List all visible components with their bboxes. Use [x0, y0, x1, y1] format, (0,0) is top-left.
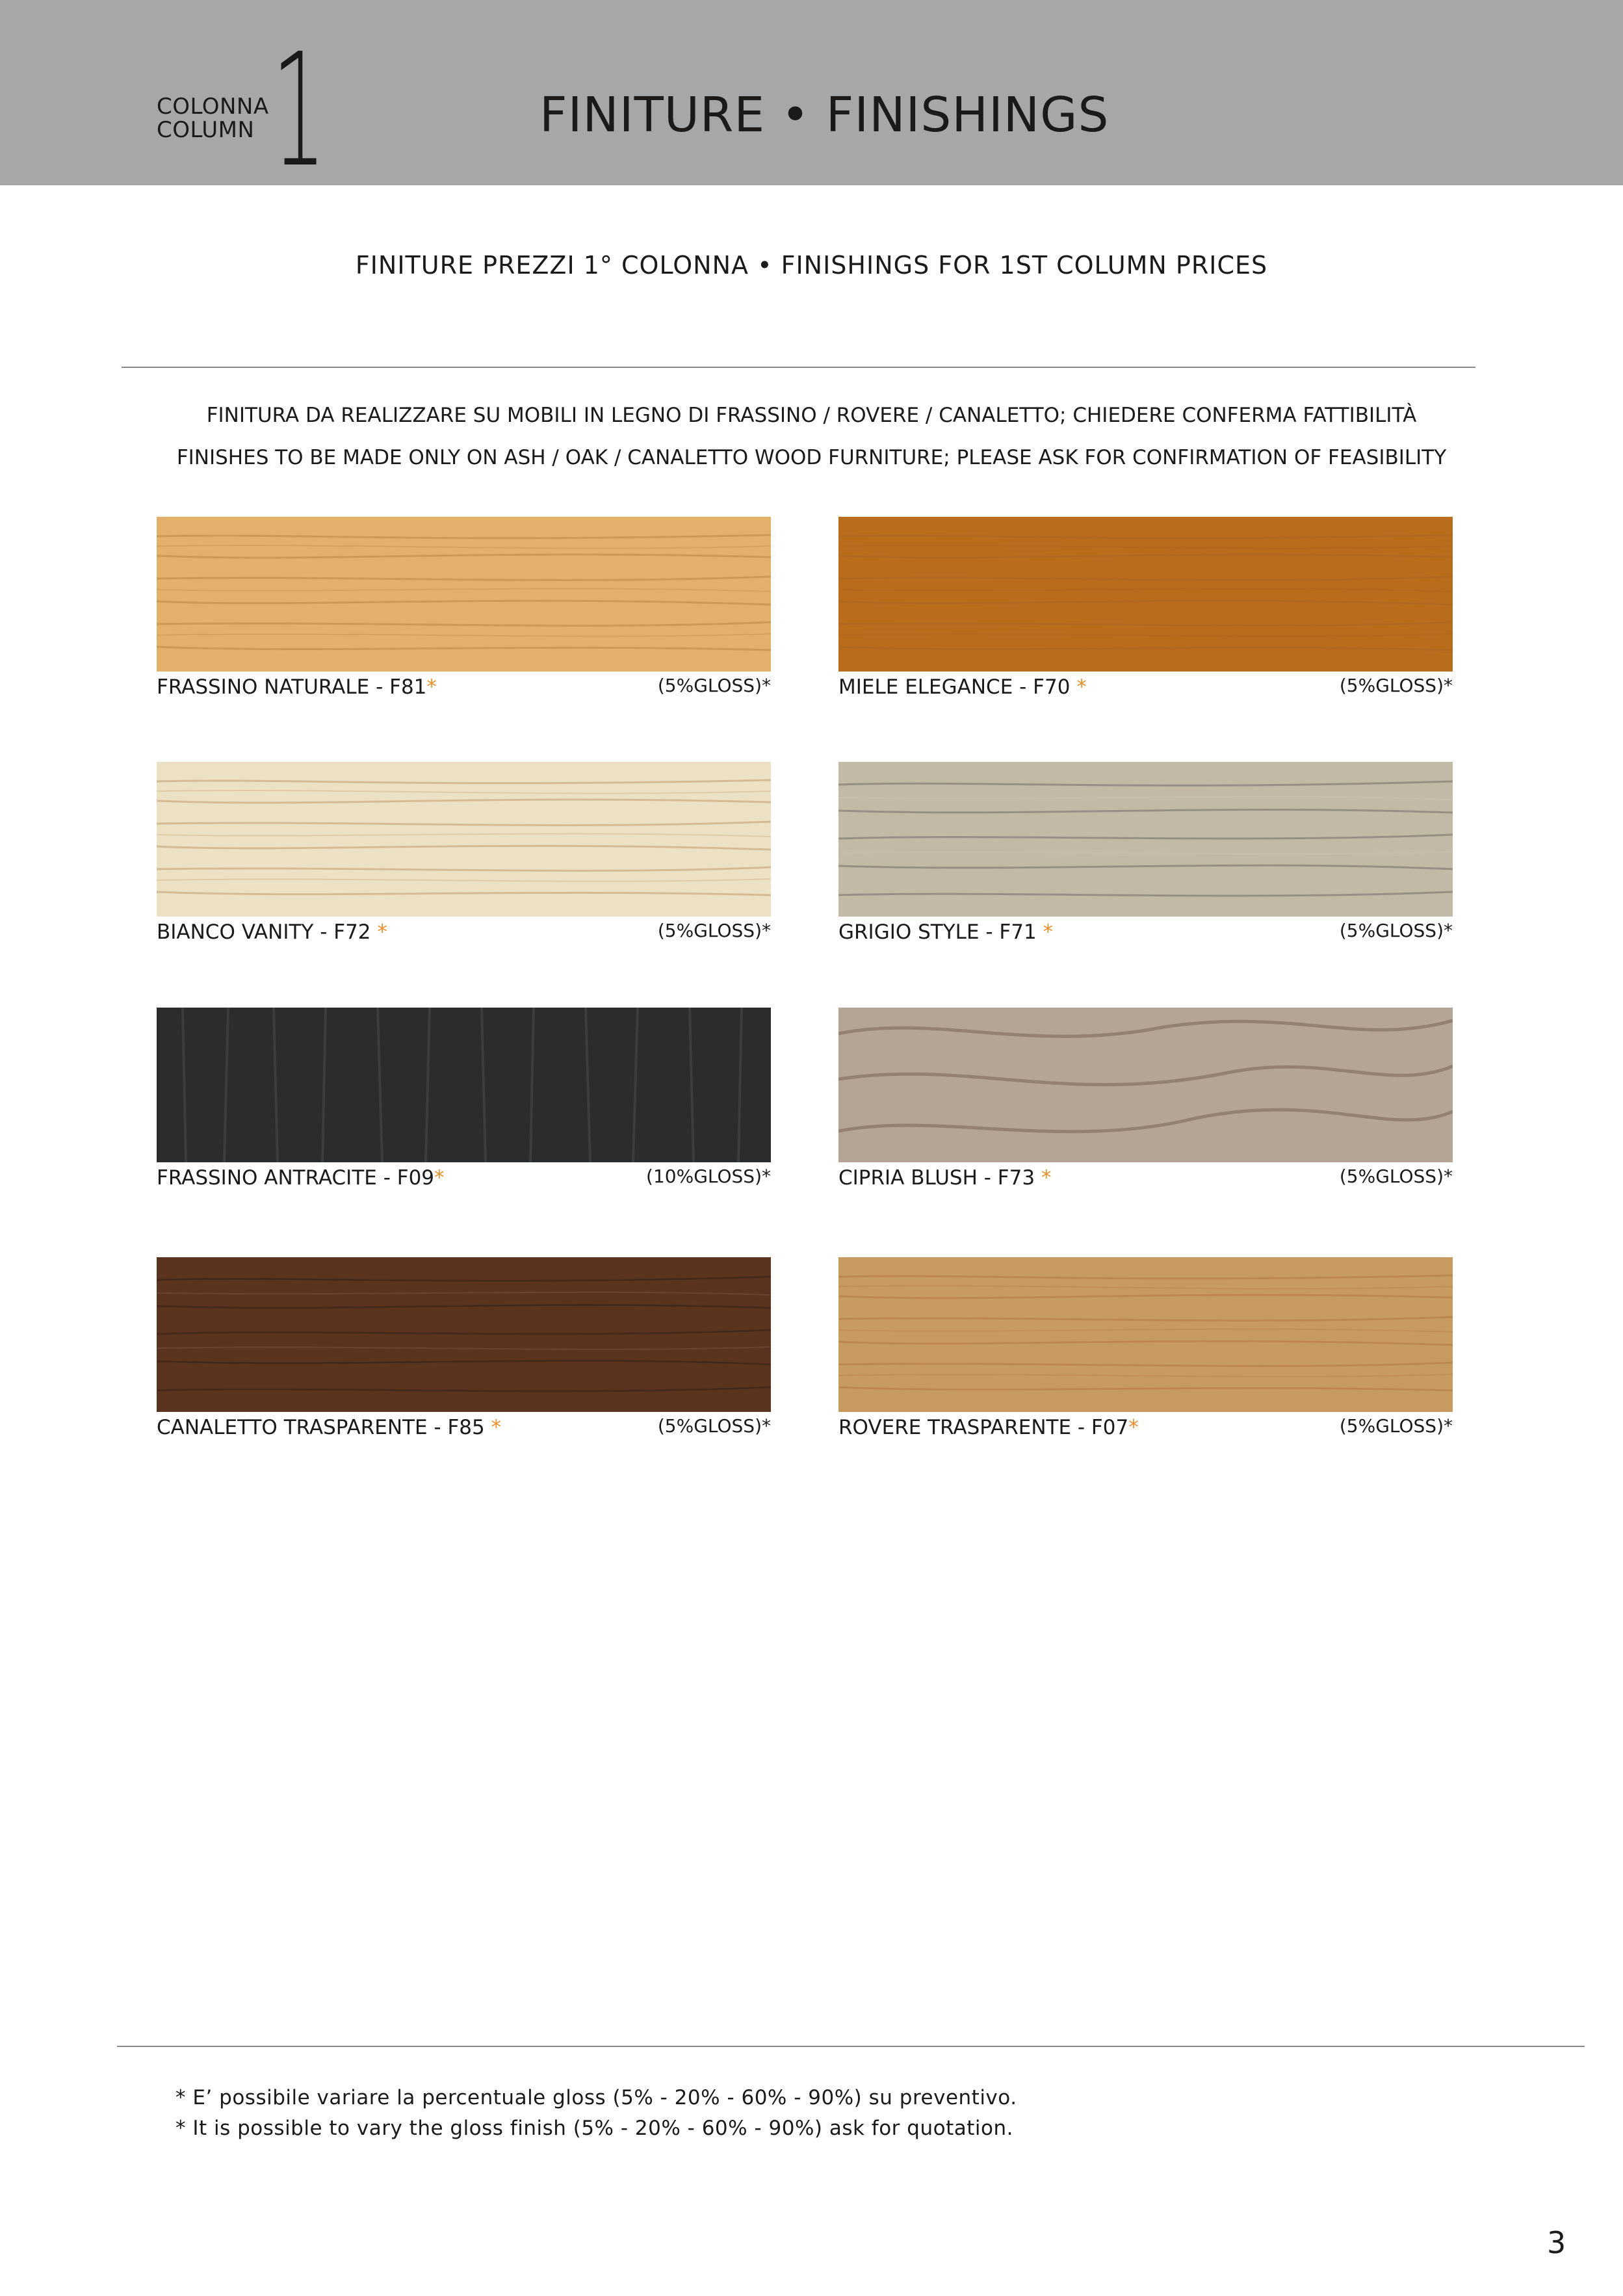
- finish-name: [838, 674, 1087, 700]
- column-label: [157, 95, 269, 142]
- finish-swatch: [157, 762, 771, 917]
- finish-swatch: [157, 1008, 771, 1162]
- finish-name-text: BIANCO VANITY - F72: [157, 920, 378, 944]
- finish-swatch: [838, 1008, 1453, 1162]
- finish-gloss: (10%GLOSS)*: [646, 1166, 771, 1187]
- finish-gloss: (5%GLOSS)*: [657, 1415, 771, 1437]
- finish-swatch: [838, 1257, 1453, 1412]
- gloss-note-marker: *: [426, 675, 437, 699]
- finish-name-text: CIPRIA BLUSH - F73: [838, 1166, 1041, 1190]
- divider-bottom: [117, 2046, 1585, 2047]
- divider-top: [122, 367, 1475, 368]
- finish-gloss: (5%GLOSS)*: [1339, 1166, 1453, 1187]
- finish-name-text: CANALETTO TRASPARENTE - F85: [157, 1416, 491, 1439]
- page-number: 3: [1547, 2225, 1566, 2260]
- gloss-note-marker: *: [1041, 1166, 1052, 1190]
- finish-name-text: GRIGIO STYLE - F71: [838, 920, 1043, 944]
- finish-gloss: (5%GLOSS)*: [657, 920, 771, 941]
- page-title: FINITURE • FINISHINGS: [539, 87, 1110, 143]
- gloss-note-marker: *: [491, 1416, 502, 1439]
- section-subtitle: FINITURE PREZZI 1° COLONNA • FINISHINGS FOR 1ST COLUMN PRICES: [355, 251, 1268, 280]
- gloss-note-marker: *: [1076, 675, 1087, 699]
- finish-gloss: (5%GLOSS)*: [1339, 675, 1453, 696]
- finish-gloss: (5%GLOSS)*: [657, 675, 771, 696]
- column-number: 1: [272, 20, 326, 202]
- note-english: FINISHES TO BE MADE ONLY ON ASH / OAK / CANALETTO WOOD FURNITURE; PLEASE ASK FOR CONFIRMATION OF FEASIBILITY: [176, 446, 1447, 469]
- column-label-en: COLUMN: [157, 117, 255, 143]
- finish-name-text: FRASSINO NATURALE - F81: [157, 675, 427, 699]
- finish-name: [838, 919, 1053, 945]
- finish-name-text: ROVERE TRASPARENTE - F07: [838, 1416, 1129, 1439]
- finish-swatch: [157, 517, 771, 672]
- finish-name: [157, 1165, 445, 1191]
- finish-swatch: [157, 1257, 771, 1412]
- column-label-it: COLONNA: [157, 94, 269, 120]
- finish-gloss: (5%GLOSS)*: [1339, 1415, 1453, 1437]
- finish-name-text: MIELE ELEGANCE - F70: [838, 675, 1077, 699]
- footer-note-italian: * E’ possibile variare la percentuale gloss (5% - 20% - 60% - 90%) su preventivo.: [175, 2086, 1017, 2109]
- finish-swatch: [838, 762, 1453, 917]
- finish-name: [157, 919, 387, 945]
- finish-name: [157, 1415, 501, 1441]
- page-header: [0, 0, 1623, 202]
- note-italian: FINITURA DA REALIZZARE SU MOBILI IN LEGNO DI FRASSINO / ROVERE / CANALETTO; CHIEDERE CONFERMA FATTIBILITÀ: [206, 404, 1417, 427]
- finish-name: [838, 1165, 1051, 1191]
- finish-name: [838, 1415, 1139, 1441]
- footer-note-english: * It is possible to vary the gloss finish (5% - 20% - 60% - 90%) ask for quotation.: [175, 2117, 1013, 2140]
- finish-swatch: [838, 517, 1453, 672]
- finish-gloss: (5%GLOSS)*: [1339, 920, 1453, 941]
- finish-name: [157, 674, 437, 700]
- gloss-note-marker: *: [377, 920, 387, 944]
- gloss-note-marker: *: [434, 1166, 445, 1190]
- gloss-note-marker: *: [1128, 1416, 1139, 1439]
- finish-name-text: FRASSINO ANTRACITE - F09: [157, 1166, 435, 1190]
- gloss-note-marker: *: [1043, 920, 1054, 944]
